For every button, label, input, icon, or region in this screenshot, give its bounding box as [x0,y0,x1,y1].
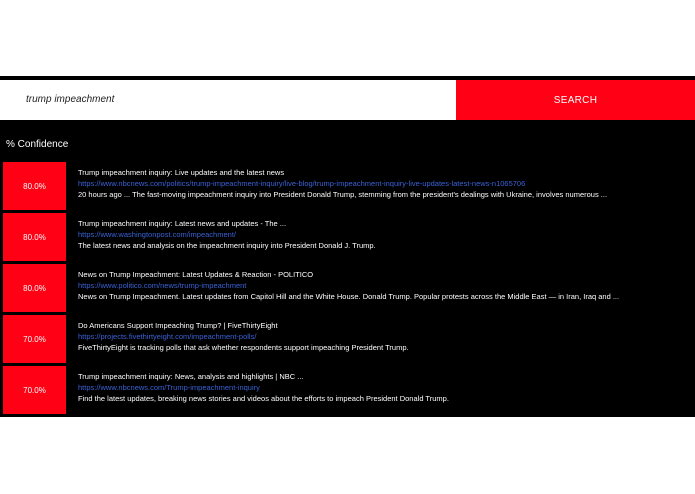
result-item [0,213,695,264]
results-list [0,162,695,417]
result-title-link[interactable]: Trump impeachment inquiry: News, analysis and highlights | NBC ... [78,372,304,381]
result-item [0,264,695,315]
result-snippet: FiveThirtyEight is tracking polls that ask whether respondents support impeaching President Trump. [78,343,409,352]
result-url-link[interactable]: https://www.politico.com/news/trump-impeachment [78,281,247,290]
result-title-link[interactable]: Trump impeachment inquiry: Live updates and the latest news [78,168,285,177]
result-content [78,269,690,302]
confidence-badge: 70.0% [3,366,66,414]
result-content [78,371,690,404]
search-bar [0,80,695,120]
confidence-badge: 70.0% [3,315,66,363]
result-url-link[interactable]: https://www.nbcnews.com/politics/trump-impeachment-inquiry/live-blog/trump-impeachment-inquiry-live-updates-latest-news-n1065706 [78,179,526,188]
result-content [78,218,690,251]
result-url-link[interactable]: https://projects.fivethirtyeight.com/impeachment-polls/ [78,332,257,341]
result-snippet: Find the latest updates, breaking news stories and videos about the efforts to impeach President Donald Trump. [78,394,449,403]
result-item [0,162,695,213]
result-content [78,167,690,200]
results-panel [0,76,695,417]
result-snippet: News on Trump Impeachment. Latest updates from Capitol Hill and the White House. Donald Trump. Popular protests across the Middle East — in Iran, Iraq and ... [78,292,620,301]
result-snippet: The latest news and analysis on the impeachment inquiry into President Donald J. Trump. [78,241,376,250]
result-url-link[interactable]: https://www.washingtonpost.com/impeachment/ [78,230,236,239]
top-blank-area [0,0,695,76]
result-title-link[interactable]: News on Trump Impeachment: Latest Updates & Reaction - POLITICO [78,270,314,279]
search-input[interactable] [0,80,456,120]
confidence-header: % Confidence [6,139,69,150]
search-button[interactable]: SEARCH [456,80,695,120]
result-snippet: 20 hours ago ... The fast-moving impeachment inquiry into President Donald Trump, stemming from the president's dealings with Ukraine, involves numerous ... [78,190,608,199]
result-title-link[interactable]: Trump impeachment inquiry: Latest news and updates - The ... [78,219,287,228]
result-title-link[interactable]: Do Americans Support Impeaching Trump? | FiveThirtyEight [78,321,278,330]
result-content [78,320,690,353]
result-item [0,315,695,366]
confidence-badge: 80.0% [3,213,66,261]
result-item [0,366,695,417]
result-url-link[interactable]: https://www.nbcnews.com/Trump-impeachment-inquiry [78,383,260,392]
confidence-badge: 80.0% [3,264,66,312]
confidence-badge: 80.0% [3,162,66,210]
